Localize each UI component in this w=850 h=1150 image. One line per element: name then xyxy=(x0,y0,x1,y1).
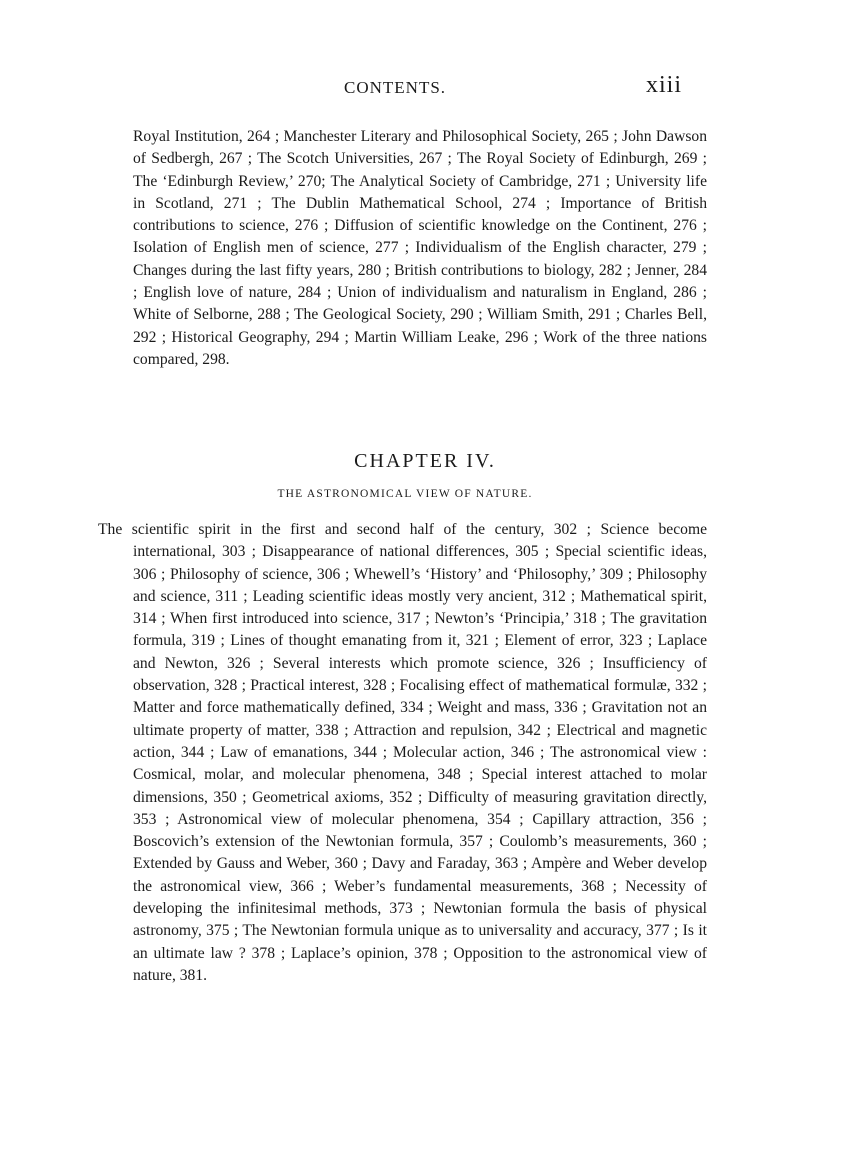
page-number: xiii xyxy=(646,72,683,98)
chapter-summary: The scientific spirit in the first and second half of the century, 302 ; Science become international, 303 ; Disappearance of national differences, 305 ; Special scientific ideas, 306 ; Philosophy of science, 306 ; Whewell’s ‘History’ and ‘Philosophy,’ 309 ; Philosophy and science, 311 ; Leading scientific ideas mostly very ancient, 312 ; Mathematical spirit, 314 ; When first introduced into science, 317 ; Newton’s ‘Principia,’ 318 ; The gravitation formula, 319 ; Lines of thought emanating from it, 321 ; Element of error, 323 ; Laplace and Newton, 326 ; Several interests which promote science, 326 ; Insufficiency of observation, 328 ; Practical interest, 328 ; Focalising effect of mathematical formulæ, 332 ; Matter and force mathematically defined, 334 ; Weight and mass, 336 ; Gravitation not an ultimate property of matter, 338 ; Attraction and repulsion, 342 ; Electrical and magnetic action, 344 ; Law of emanations, 344 ; Molecular action, 346 ; The astronomical view : Cosmical, molar, and molecular phenomena, 348 ; Special interest attached to molar dimensions, 350 ; Geometrical axioms, 352 ; Difficulty of measuring gravitation directly, 353 ; Astronomical view of molecular phenomena, 354 ; Capillary attraction, 356 ; Boscovich’s extension of the Newtonian formula, 357 ; Coulomb’s measurements, 360 ; Extended by Gauss and Weber, 360 ; Davy and Faraday, 363 ; Ampère and Weber develop the astronomical view, 366 ; Weber’s fundamental measurements, 368 ; Necessity of developing the infinitesimal methods, 373 ; Newtonian formula the basis of physical astronomy, 375 ; The Newtonian formula unique as to universality and accuracy, 377 ; Is it an ultimate law ? 378 ; Laplace’s opinion, 378 ; Opposition to the astronomical view of nature, 381. xyxy=(98,521,707,984)
running-title: CONTENTS. xyxy=(344,78,447,97)
running-head xyxy=(0,72,850,102)
contents-entry-continued: Royal Institution, 264 ; Manchester Literary and Philosophical Society, 265 ; John Dawson of Sedbergh, 267 ; The Scotch Universities, 267 ; The Royal Society of Edinburgh, 269 ; The ‘Edinburgh Review,’ 270; The Analytical Society of Cambridge, 271 ; University life in Scotland, 271 ; The Dublin Mathematical School, 274 ; Importance of British contributions to science, 276 ; Diffusion of scientific knowledge on the Continent, 276 ; Isolation of English men of science, 277 ; Individualism of the English character, 279 ; Changes during the last fifty years, 280 ; British contributions to biology, 282 ; Jenner, 284 ; English love of nature, 284 ; Union of individualism and naturalism in England, 286 ; White of Selborne, 288 ; The Geological Society, 290 ; William Smith, 291 ; Charles Bell, 292 ; Historical Geography, 294 ; Martin William Leake, 296 ; Work of the three nations compared, 298. xyxy=(133,128,707,368)
chapter-subtitle: THE ASTRONOMICAL VIEW OF NATURE. xyxy=(277,488,533,500)
chapter-heading: CHAPTER IV. xyxy=(354,450,496,472)
